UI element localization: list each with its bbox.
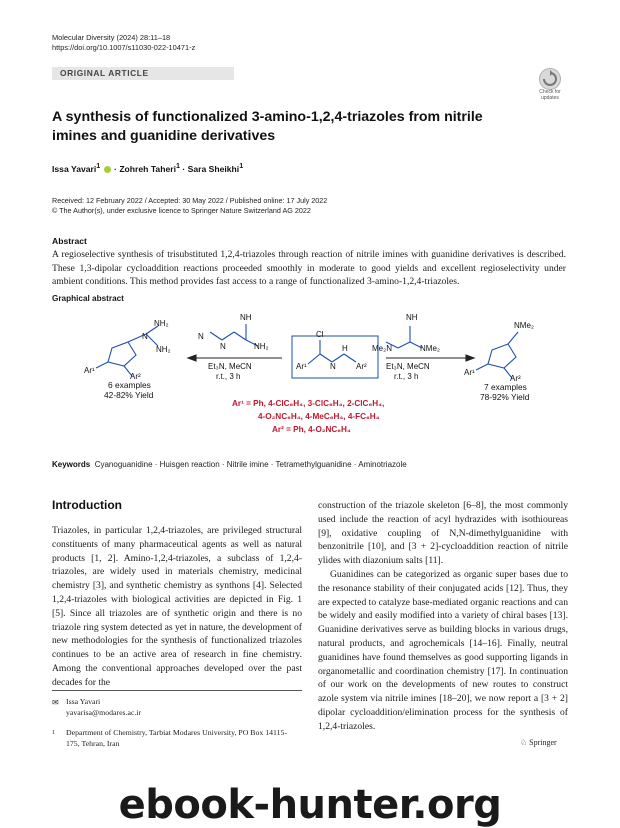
- amine-label: NH₂: [154, 319, 169, 328]
- keywords-list: Cyanoguanidine · Huisgen reaction · Nitrile imine · Tetramethylguanidine · Aminotriazole: [94, 460, 407, 469]
- ar1-substituent-list: Ar¹ = Ph, 4-ClC₆H₄, 3-ClC₆H₄, 2-ClC₆H₄,: [232, 399, 385, 408]
- atom-label: N: [142, 332, 148, 341]
- update-icon: [539, 68, 561, 90]
- affiliation-mark: 1: [96, 162, 101, 170]
- reaction-conditions: Et₃N, MeCN: [386, 362, 430, 371]
- graphical-abstract: [60, 310, 570, 445]
- aryl-label: Ar²: [510, 374, 521, 383]
- author-name[interactable]: Issa Yavari: [52, 163, 97, 174]
- aryl-label: Ar²: [130, 372, 141, 381]
- atom-label: N: [330, 362, 336, 371]
- keywords: [52, 460, 407, 469]
- springer-horse-icon: ♘: [520, 738, 528, 747]
- keywords-label: Keywords: [52, 460, 91, 469]
- aryl-label: Ar¹: [84, 366, 95, 375]
- abstract-heading: Abstract: [52, 236, 87, 246]
- corresponding-author: Issa Yavari: [66, 697, 101, 706]
- introduction-heading: Introduction: [52, 498, 122, 512]
- graphical-abstract-heading: Graphical abstract: [52, 294, 124, 303]
- example-count: 6 examples: [108, 380, 151, 390]
- dimethylamino-label: Me₂N: [372, 344, 392, 353]
- author-list: Issa Yavari$^1$ · Zohreh Taheri$^1$ · Sara Sheikhi$^1$: [52, 162, 244, 174]
- reaction-conditions: Et₃N, MeCN: [208, 362, 252, 371]
- intro-column-right: [318, 499, 568, 734]
- imine-label: NH: [240, 313, 252, 322]
- corresponding-email[interactable]: yavarisa@modares.ac.ir: [66, 708, 142, 717]
- aryl-label: Ar¹: [464, 368, 475, 377]
- orcid-icon[interactable]: [104, 166, 111, 173]
- envelope-icon: ✉: [52, 698, 59, 707]
- yield-range: 42-82% Yield: [104, 390, 154, 400]
- affiliation-number: 1: [52, 730, 55, 736]
- chloro-label: Cl: [316, 330, 324, 339]
- check-for-updates-button[interactable]: [533, 68, 567, 102]
- journal-citation: Molecular Diversity (2024) 28:11–18: [52, 33, 171, 42]
- atom-label: N: [220, 342, 226, 351]
- aryl-label: Ar¹: [296, 362, 307, 371]
- reaction-temperature: r.t., 3 h: [394, 372, 419, 381]
- author-name[interactable]: Sara Sheikhi: [187, 163, 240, 174]
- amine-label: NH₂: [156, 345, 171, 354]
- footnote-divider: [52, 690, 302, 691]
- article-type-badge: ORIGINAL ARTICLE: [52, 67, 234, 80]
- publisher-logo: ♘ Springer: [520, 738, 557, 747]
- example-count: 7 examples: [484, 382, 527, 392]
- aryl-label: Ar²: [356, 362, 367, 371]
- intro-paragraph: construction of the triazole skeleton [6–8], the most commonly used include the reaction of acyl hydrazides with isothioureas [9], oxidative coupling of N,N-dimethylguanidine with benzonitrile [10], and [3 + 2]-cycloaddition reaction of nitrile ylides with diazonium salts [11].: [318, 500, 568, 567]
- affiliation: Department of Chemistry, Tarbiat Modares University, PO Box 14115-175, Tehran, Iran: [66, 728, 288, 748]
- atom-label: N: [198, 332, 204, 341]
- check-for-updates-label: Check for updates: [539, 89, 561, 101]
- author-name[interactable]: Zohreh Taheri: [119, 163, 176, 174]
- amine-label: NH₂: [254, 342, 269, 351]
- ar1-substituent-list-cont: 4-O₂NC₆H₄, 4-MeC₆H₄, 4-FC₆H₄: [258, 412, 380, 421]
- intro-paragraph: Guanidines can be categorized as organic super bases due to the resonance stability of their conjugated acids [12]. Thus, they are expected to catalyze base-mediated organic reactions and can be widely and easily modified into a variety of chiral bases [13]. Guanidine derivatives serve as building blocks in various drugs, natural products, and agrochemicals [14–16]. Finally, neutral guanidines have found themselves as good supporting ligands in organometallic and coordination chemistry [17]. In continuation of our work on the developments of new routes to construct azole system via nitrile imines [18–20], we now report a [3 + 2] dipolar cycloaddition/elimination process for the synthesis of 1,2,4-triazoles.: [318, 568, 568, 732]
- doi-link[interactable]: https://doi.org/10.1007/s11030-022-10471-z: [52, 43, 196, 52]
- abstract-text: A regioselective synthesis of trisubstituted 1,2,4-triazoles through reaction of nitrile imines with guanidine derivatives is described. These 1,3-dipolar cycloaddition reactions proceeded smoothly in moderate to good yields and excellent regioselectivity under ambient conditions. This method provides fast access to a range of functionalized 3-amino-1,2,4-triazoles.: [52, 249, 566, 287]
- watermark: ebook-hunter.org: [118, 782, 502, 828]
- yield-range: 78-92% Yield: [480, 392, 530, 402]
- imine-label: NH: [406, 313, 418, 322]
- publication-dates: Received: 12 February 2022 / Accepted: 30 May 2022 / Published online: 17 July 2022 © The Author(s), under exclusive licence to Springer Nature Switzerland AG 2022: [52, 196, 328, 215]
- article-title: A synthesis of functionalized 3-amino-1,2,4-triazoles from nitrile imines and guanidine derivatives: [52, 109, 483, 144]
- reaction-temperature: r.t., 3 h: [216, 372, 241, 381]
- ar2-substituent-list: Ar² = Ph, 4-O₂NC₆H₄: [272, 425, 351, 434]
- dimethylamino-label: NMe₂: [420, 344, 440, 353]
- dimethylamino-label: NMe₂: [514, 321, 534, 330]
- intro-column-left: Triazoles, in particular 1,2,4-triazoles, are privileged structural constituents of many pharmaceutical agents as well as natural products [1, 2]. Amino-1,2,4-triazoles, a subclass of 1,2,4-triazoles, are widely used in materials chemistry, medicinal chemistry [3], and synthetic chemistry as synthons [4]. Selected 1,2,4-triazoles with biological activities are depicted in Fig. 1 [5]. Since all triazoles are of synthetic origin and there is no triazole ring system detected as yet in nature, the development of new methodologies for the synthesis of functionalized triazoles continues to be an active area of research in fine chemistry. Among the conventional approaches developed over the past decades for the: [52, 525, 302, 688]
- amine-label: H: [342, 344, 348, 353]
